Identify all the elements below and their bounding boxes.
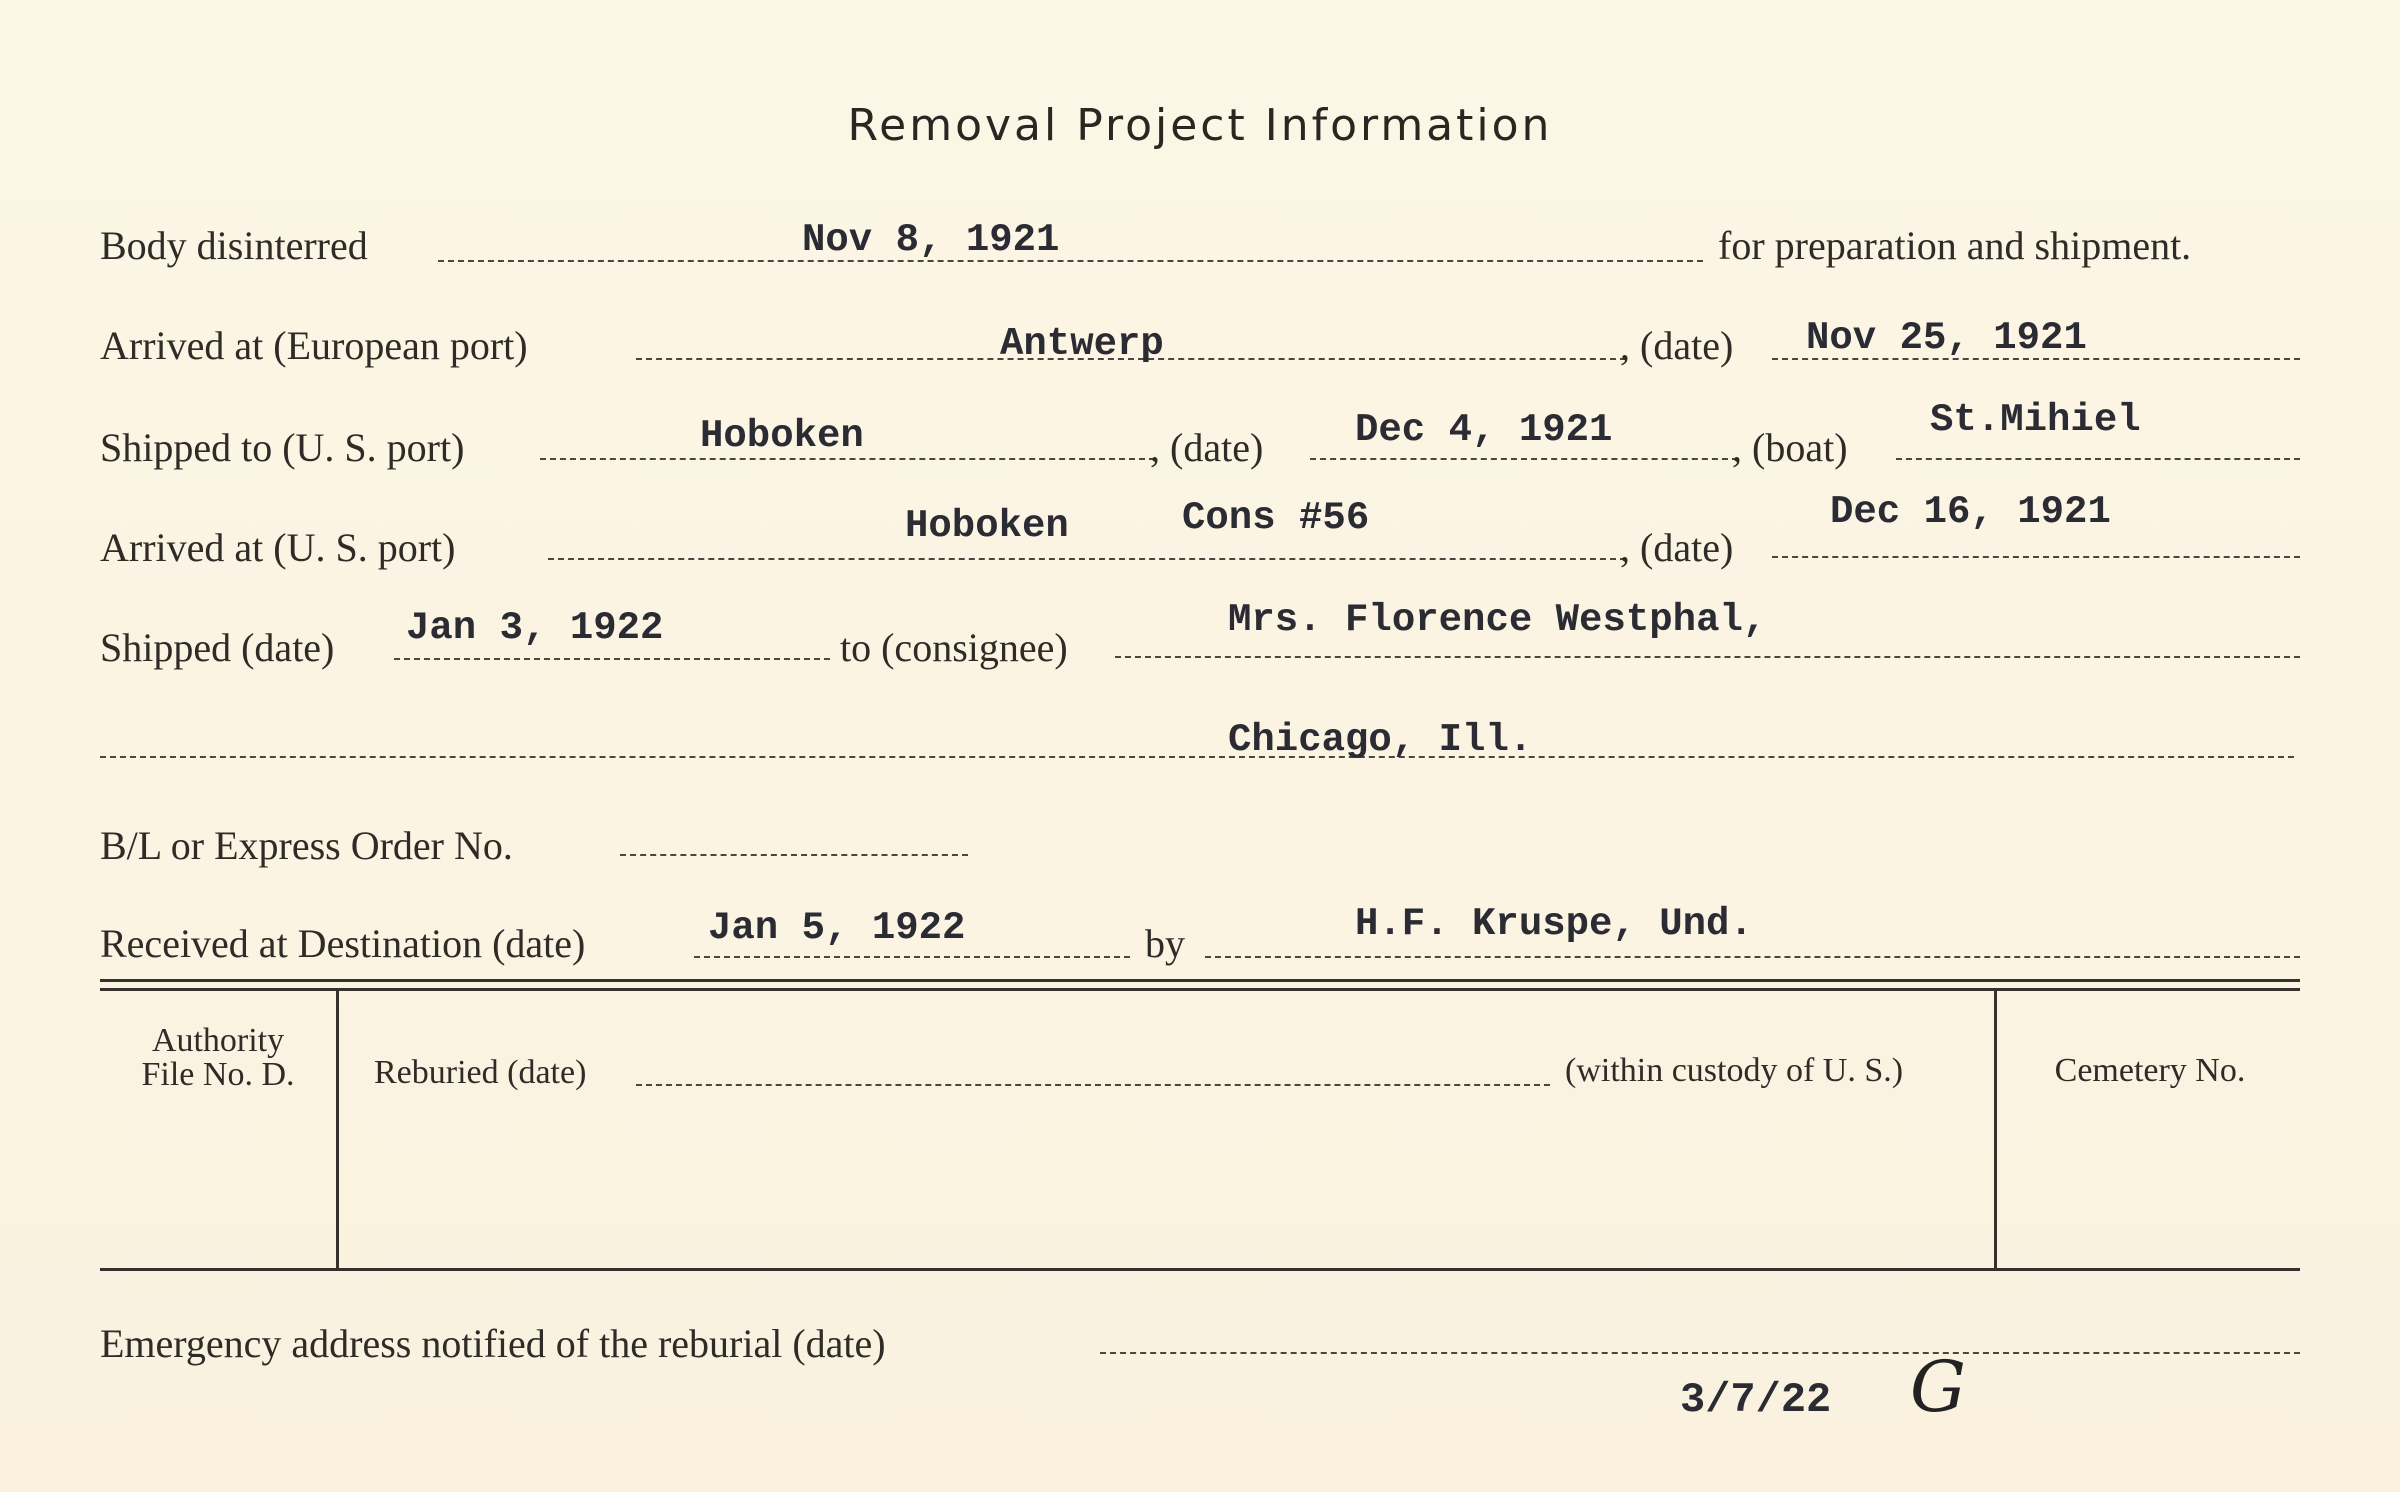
table-bottom-rule xyxy=(100,1268,2300,1271)
received-label: Received at Destination (date) xyxy=(100,921,586,966)
arrived-european-label: Arrived at (European port) xyxy=(100,323,528,368)
table-top-rule-1 xyxy=(100,979,2300,982)
emergency-line xyxy=(1100,1352,2300,1354)
shipped-us-boat-line xyxy=(1896,458,2300,460)
consignee-label: to (consignee) xyxy=(840,625,1068,670)
cemetery-label: Cemetery No. xyxy=(2054,1052,2246,1089)
arrived-us-date-label: , (date) xyxy=(1620,525,1734,570)
shipped-us-value: Hoboken xyxy=(700,414,864,458)
arrived-us-label: Arrived at (U. S. port) xyxy=(100,525,456,570)
consignee-line-2 xyxy=(100,756,2294,758)
shipped-us-label: Shipped to (U. S. port) xyxy=(100,425,465,470)
received-date-line xyxy=(694,956,1130,958)
bl-label: B/L or Express Order No. xyxy=(100,823,513,868)
shipped-us-boat-label: , (boat) xyxy=(1732,425,1848,470)
disinterred-line xyxy=(438,260,1703,262)
shipped-date-label: Shipped (date) xyxy=(100,625,335,670)
reburied-label: Reburied (date) xyxy=(374,1054,587,1091)
shipped-us-boat-value: St.Mihiel xyxy=(1930,398,2141,442)
authority-header xyxy=(110,1024,326,1092)
arrived-european-value: Antwerp xyxy=(1000,322,1164,366)
card-title: Removal Project Information xyxy=(847,100,1553,151)
disinterred-label: Body disinterred xyxy=(100,223,368,268)
bl-line xyxy=(620,854,968,856)
authority-line-1: Authority xyxy=(151,1022,285,1059)
consignee-value: Mrs. Florence Westphal, xyxy=(1228,598,1767,642)
received-date-value: Jan 5, 1922 xyxy=(708,906,966,950)
shipped-us-line xyxy=(540,458,1155,460)
arrived-us-date-line xyxy=(1772,556,2300,558)
disinterred-value: Nov 8, 1921 xyxy=(802,218,1060,262)
reburied-line xyxy=(636,1084,1550,1086)
consignee-line xyxy=(1115,656,2300,658)
table-divider-left xyxy=(336,991,339,1268)
table-divider-right xyxy=(1994,991,1997,1268)
arrived-us-line xyxy=(548,558,1626,560)
received-by-value: H.F. Kruspe, Und. xyxy=(1355,902,1753,946)
shipped-us-date-value: Dec 4, 1921 xyxy=(1355,408,1613,452)
received-by-line xyxy=(1205,956,2300,958)
shipped-date-line xyxy=(394,658,830,660)
emergency-date-value: 3/7/22 xyxy=(1680,1376,1832,1424)
emergency-label: Emergency address notified of the reburial (date) xyxy=(100,1321,886,1366)
arrived-us-cons: Cons #56 xyxy=(1182,496,1370,540)
received-by-label: by xyxy=(1145,921,1185,966)
arrived-european-date-value: Nov 25, 1921 xyxy=(1806,316,2087,360)
custody-label: (within custody of U. S.) xyxy=(1565,1052,1904,1089)
consignee-address: Chicago, Ill. xyxy=(1228,718,1533,762)
authority-line-2: File No. D. xyxy=(141,1056,295,1093)
arrived-us-value: Hoboken xyxy=(905,504,1069,548)
shipped-us-date-label: , (date) xyxy=(1150,425,1264,470)
arrived-us-date-value: Dec 16, 1921 xyxy=(1830,490,2111,534)
arrived-european-date-label: , (date) xyxy=(1620,323,1734,368)
shipped-us-date-line xyxy=(1310,458,1738,460)
shipped-date-value: Jan 3, 1922 xyxy=(406,606,664,650)
handwritten-initial: G xyxy=(1910,1346,1966,1428)
disinterred-suffix: for preparation and shipment. xyxy=(1718,223,2192,268)
table-top-rule-2 xyxy=(100,988,2300,991)
